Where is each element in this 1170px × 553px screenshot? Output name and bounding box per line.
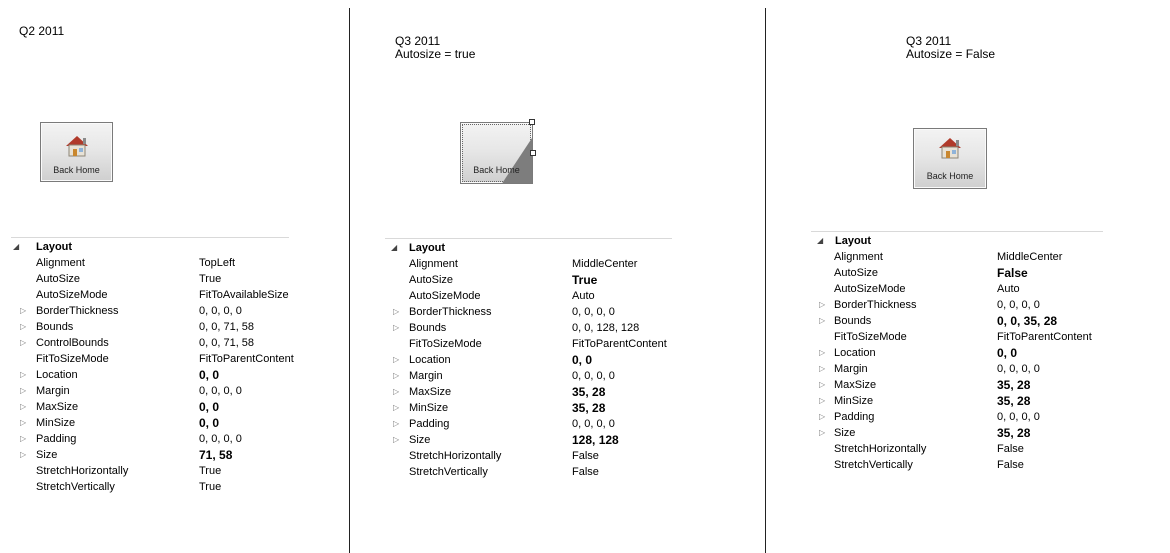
property-value[interactable]: Auto: [997, 283, 1020, 295]
property-name: AutoSize: [409, 274, 454, 286]
property-row-location[interactable]: [11, 367, 289, 383]
property-name: Alignment: [834, 251, 883, 263]
property-name: AutoSizeMode: [409, 290, 481, 302]
property-row-stretchhorizontally[interactable]: [11, 463, 289, 479]
property-grid-q3-false: [811, 218, 1103, 474]
property-row-stretchhorizontally[interactable]: [385, 448, 672, 464]
expand-arrow-icon[interactable]: ▷: [819, 412, 826, 421]
category-label: Layout: [409, 242, 446, 254]
property-name: MaxSize: [36, 401, 79, 413]
expand-arrow-icon[interactable]: ▷: [20, 434, 27, 443]
panel-divider-1: [349, 8, 350, 553]
property-row-stretchvertically[interactable]: [11, 479, 289, 495]
property-value[interactable]: True: [199, 465, 222, 477]
property-row-margin[interactable]: [11, 383, 289, 399]
property-row-autosize[interactable]: [811, 265, 1103, 281]
property-row-bounds[interactable]: [11, 319, 289, 335]
property-value[interactable]: False: [997, 443, 1024, 455]
property-row-alignment[interactable]: [385, 256, 672, 272]
property-name: BorderThickness: [834, 299, 917, 311]
back-home-button[interactable]: [913, 128, 987, 189]
property-name: AutoSize: [36, 273, 81, 285]
property-name: Margin: [409, 370, 443, 382]
property-row-fittosizemode[interactable]: [385, 336, 672, 352]
property-row-maxsize[interactable]: [11, 399, 289, 415]
property-row-bounds[interactable]: [811, 313, 1103, 329]
property-value[interactable]: 0, 0, 0, 0: [572, 370, 615, 382]
property-name: Size: [409, 434, 431, 446]
property-name: MinSize: [36, 417, 76, 429]
property-row-autosizemode[interactable]: [11, 287, 289, 303]
property-name: Bounds: [834, 315, 872, 327]
property-value[interactable]: 71, 58: [199, 448, 233, 462]
collapse-arrow-icon[interactable]: ◢: [13, 242, 20, 251]
property-name: Margin: [834, 363, 868, 375]
property-row-size[interactable]: [811, 425, 1103, 441]
property-row-location[interactable]: [811, 345, 1103, 361]
property-name: MaxSize: [834, 379, 877, 391]
button-label: Back Home: [926, 171, 974, 181]
property-row-padding[interactable]: [811, 409, 1103, 425]
expand-arrow-icon[interactable]: ▷: [393, 355, 400, 364]
button-label: Back Home: [473, 165, 520, 175]
property-value[interactable]: 35, 28: [572, 401, 606, 415]
house-icon: [937, 136, 963, 160]
resize-handle-right[interactable]: [530, 150, 536, 156]
expand-arrow-icon[interactable]: ▷: [393, 387, 400, 396]
property-grid-q3-true: [385, 238, 672, 482]
property-value[interactable]: 0, 0: [199, 416, 220, 430]
property-row-bounds[interactable]: [385, 320, 672, 336]
property-value[interactable]: True: [572, 273, 598, 287]
property-value[interactable]: 0, 0, 71, 58: [199, 337, 255, 349]
property-name: FitToSizeMode: [36, 353, 109, 365]
property-value[interactable]: 0, 0, 0, 0: [572, 306, 615, 318]
expand-arrow-icon[interactable]: ▷: [393, 371, 400, 380]
caption-line-1: Q3 2011: [906, 34, 952, 48]
property-value[interactable]: 35, 28: [572, 385, 606, 399]
panel-caption-q3-true: [395, 35, 475, 61]
expand-arrow-icon[interactable]: ▷: [819, 316, 826, 325]
caption-line-2: Autosize = true: [395, 47, 476, 61]
category-label: Layout: [835, 235, 872, 247]
property-name: MaxSize: [409, 386, 452, 398]
property-value[interactable]: MiddleCenter: [572, 258, 638, 270]
property-row-autosize[interactable]: [11, 271, 289, 287]
property-value[interactable]: 0, 0: [199, 368, 220, 382]
expand-arrow-icon[interactable]: ▷: [393, 419, 400, 428]
property-name: Padding: [834, 411, 875, 423]
property-value[interactable]: 0, 0, 0, 0: [199, 385, 242, 397]
property-name: StretchVertically: [409, 466, 488, 478]
property-value[interactable]: 0, 0, 71, 58: [199, 321, 255, 333]
property-value[interactable]: 0, 0, 0, 0: [199, 305, 242, 317]
property-name: Location: [36, 369, 78, 381]
property-name: Size: [36, 449, 58, 461]
panel-caption-q3-false: [906, 35, 995, 61]
property-row-autosizemode[interactable]: [811, 281, 1103, 297]
property-value[interactable]: 0, 0, 0, 0: [997, 411, 1040, 423]
property-name: MinSize: [409, 402, 449, 414]
panel-caption-q2: [19, 25, 64, 38]
property-name: Padding: [409, 418, 450, 430]
expand-arrow-icon[interactable]: ▷: [20, 402, 27, 411]
property-row-margin[interactable]: [811, 361, 1103, 377]
expand-arrow-icon[interactable]: ▷: [819, 380, 826, 389]
expand-arrow-icon[interactable]: ▷: [393, 403, 400, 412]
property-name: Location: [409, 354, 451, 366]
property-row-size[interactable]: [11, 447, 289, 463]
property-row-autosize[interactable]: [385, 272, 672, 288]
property-row-padding[interactable]: [385, 416, 672, 432]
grid-top-border: [811, 231, 1103, 232]
property-value[interactable]: 35, 28: [997, 394, 1031, 408]
expand-arrow-icon[interactable]: ▷: [819, 364, 826, 373]
property-name: StretchVertically: [36, 481, 115, 493]
expand-arrow-icon[interactable]: ▷: [819, 428, 826, 437]
property-value[interactable]: 0, 0, 0, 0: [997, 363, 1040, 375]
property-row-margin[interactable]: [385, 368, 672, 384]
property-value[interactable]: FitToParentContent: [572, 338, 667, 350]
category-row-layout[interactable]: [385, 240, 672, 256]
property-name: Bounds: [36, 321, 74, 333]
property-value[interactable]: MiddleCenter: [997, 251, 1063, 263]
property-name: MinSize: [834, 395, 874, 407]
property-value[interactable]: TopLeft: [199, 257, 236, 269]
property-row-alignment[interactable]: [811, 249, 1103, 265]
property-value[interactable]: 0, 0, 0, 0: [572, 418, 615, 430]
caption-line-1: Q3 2011: [395, 34, 441, 48]
property-value[interactable]: 0, 0: [572, 353, 593, 367]
property-row-borderthickness[interactable]: [385, 304, 672, 320]
property-name: StretchHorizontally: [409, 450, 502, 462]
property-name: Bounds: [409, 322, 447, 334]
property-value[interactable]: False: [997, 266, 1028, 280]
property-row-stretchhorizontally[interactable]: [811, 441, 1103, 457]
property-value[interactable]: False: [572, 450, 599, 462]
property-row-location[interactable]: [385, 352, 672, 368]
property-value[interactable]: FitToParentContent: [199, 353, 294, 365]
property-row-minsize[interactable]: [385, 400, 672, 416]
property-value[interactable]: FitToParentContent: [997, 331, 1092, 343]
property-row-autosizemode[interactable]: [385, 288, 672, 304]
property-name: Padding: [36, 433, 77, 445]
property-name: ControlBounds: [36, 337, 109, 349]
expand-arrow-icon[interactable]: ▷: [819, 348, 826, 357]
property-value[interactable]: 0, 0, 35, 28: [997, 314, 1058, 328]
expand-arrow-icon[interactable]: ▷: [20, 338, 27, 347]
house-icon: [64, 134, 90, 158]
expand-arrow-icon[interactable]: ▷: [20, 450, 27, 459]
button-label: Back Home: [53, 165, 100, 175]
property-value[interactable]: 128, 128: [572, 433, 619, 447]
property-value[interactable]: 0, 0, 0, 0: [199, 433, 242, 445]
category-row-layout[interactable]: [811, 233, 1103, 249]
property-name: BorderThickness: [36, 305, 119, 317]
expand-arrow-icon[interactable]: ▷: [20, 386, 27, 395]
property-row-padding[interactable]: [11, 431, 289, 447]
expand-arrow-icon[interactable]: ▷: [20, 418, 27, 427]
property-name: StretchHorizontally: [36, 465, 129, 477]
expand-arrow-icon[interactable]: ▷: [393, 323, 400, 332]
property-value[interactable]: 0, 0, 128, 128: [572, 322, 640, 334]
expand-arrow-icon[interactable]: ▷: [20, 370, 27, 379]
property-value[interactable]: Auto: [572, 290, 595, 302]
caption-line-1: Q2 2011: [19, 24, 65, 38]
collapse-arrow-icon[interactable]: ◢: [391, 243, 398, 252]
property-row-alignment[interactable]: [11, 255, 289, 271]
category-row-layout[interactable]: [11, 239, 289, 255]
property-value[interactable]: 0, 0: [997, 346, 1018, 360]
property-value[interactable]: False: [997, 459, 1024, 471]
property-name: StretchHorizontally: [834, 443, 927, 455]
back-home-button[interactable]: [40, 122, 113, 182]
expand-arrow-icon[interactable]: ▷: [819, 300, 826, 309]
property-value[interactable]: FitToAvailableSize: [199, 289, 289, 301]
property-row-minsize[interactable]: [811, 393, 1103, 409]
property-value[interactable]: 35, 28: [997, 426, 1031, 440]
property-name: Alignment: [409, 258, 458, 270]
collapse-arrow-icon[interactable]: ◢: [817, 236, 824, 245]
category-label: Layout: [36, 241, 73, 253]
property-value[interactable]: 0, 0: [199, 400, 220, 414]
expand-arrow-icon[interactable]: ▷: [393, 307, 400, 316]
property-name: AutoSizeMode: [834, 283, 906, 295]
property-row-fittosizemode[interactable]: [11, 351, 294, 367]
grid-top-border: [385, 238, 672, 239]
property-grid-q2: [11, 237, 294, 495]
expand-arrow-icon[interactable]: ▷: [20, 322, 27, 331]
property-name: BorderThickness: [409, 306, 492, 318]
property-row-minsize[interactable]: [11, 415, 289, 431]
expand-arrow-icon[interactable]: ▷: [20, 306, 27, 315]
property-value[interactable]: True: [199, 273, 222, 285]
property-value[interactable]: False: [572, 466, 599, 478]
property-row-stretchvertically[interactable]: [811, 457, 1103, 473]
property-name: Location: [834, 347, 876, 359]
expand-arrow-icon[interactable]: ▷: [393, 435, 400, 444]
property-row-stretchvertically[interactable]: [385, 464, 672, 480]
property-name: FitToSizeMode: [409, 338, 482, 350]
panel-divider-2: [765, 8, 766, 553]
property-name: FitToSizeMode: [834, 331, 907, 343]
property-value[interactable]: 0, 0, 0, 0: [997, 299, 1040, 311]
property-row-fittosizemode[interactable]: [811, 329, 1103, 345]
property-row-maxsize[interactable]: [811, 377, 1103, 393]
property-name: Margin: [36, 385, 70, 397]
property-name: Size: [834, 427, 856, 439]
property-name: StretchVertically: [834, 459, 913, 471]
property-value[interactable]: True: [199, 481, 222, 493]
expand-arrow-icon[interactable]: ▷: [819, 396, 826, 405]
property-row-size[interactable]: [385, 432, 672, 448]
back-home-button[interactable]: [460, 122, 533, 184]
property-value[interactable]: 35, 28: [997, 378, 1031, 392]
property-row-borderthickness[interactable]: [811, 297, 1103, 313]
property-row-maxsize[interactable]: [385, 384, 672, 400]
resize-handle-top-right[interactable]: [529, 119, 535, 125]
property-row-controlbounds[interactable]: [11, 335, 289, 351]
property-name: AutoSize: [834, 267, 879, 279]
property-row-borderthickness[interactable]: [11, 303, 289, 319]
property-name: Alignment: [36, 257, 85, 269]
caption-line-2: Autosize = False: [906, 47, 996, 61]
grid-top-border: [11, 237, 289, 238]
property-name: AutoSizeMode: [36, 289, 108, 301]
